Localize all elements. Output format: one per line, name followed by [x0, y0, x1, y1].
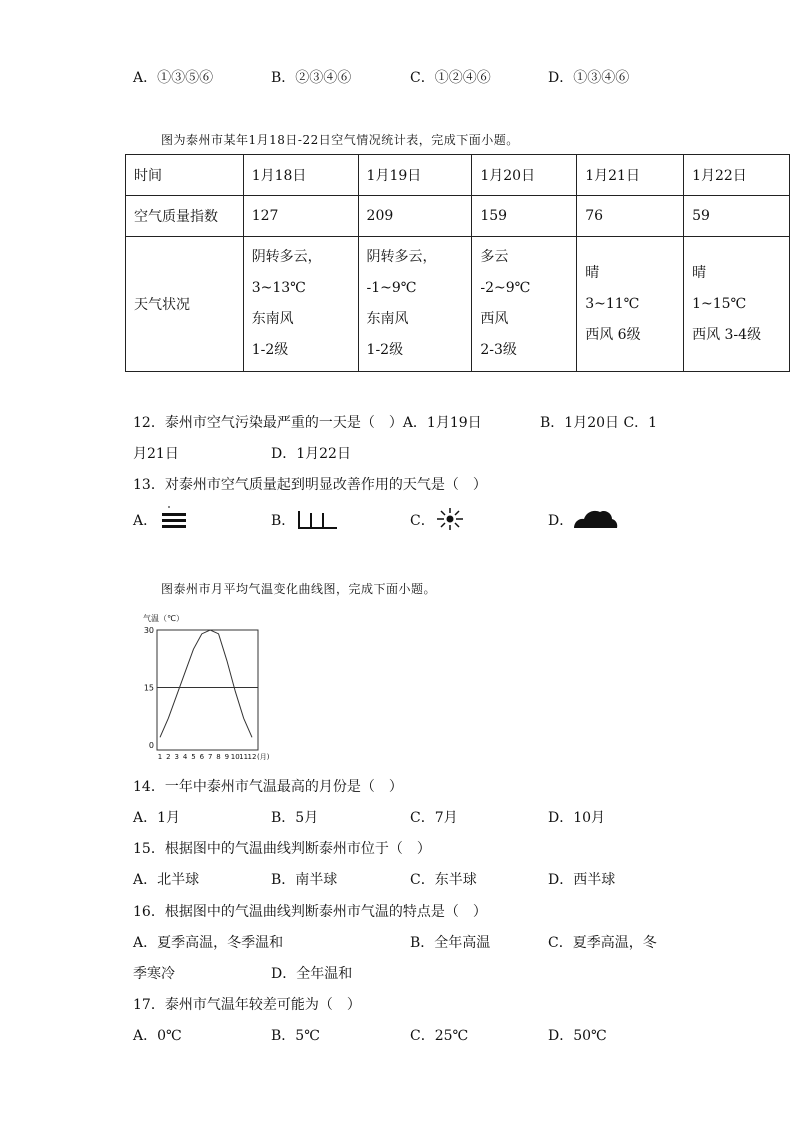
weather-cell — [243, 237, 358, 372]
q15-option-a: A．北半球 — [133, 872, 200, 888]
x-tick-label: 5 — [191, 753, 196, 761]
weather-line: 西风 6级 — [585, 326, 641, 343]
date-cell: 1月22日 — [684, 155, 790, 196]
q12-option-b-c: B．1月20日 C．1 — [540, 415, 658, 431]
weather-line: 西风 3-4级 — [692, 326, 762, 343]
weather-line: 1-2级 — [366, 342, 404, 358]
weather-line: 晴 — [692, 264, 707, 281]
aqi-cell: 127 — [243, 196, 358, 237]
weather-line: -2~9℃ — [480, 280, 531, 296]
x-tick-label: 10 — [230, 753, 240, 761]
q14-option-b: B．5月 — [271, 810, 319, 826]
aqi-cell: 159 — [472, 196, 577, 237]
q14-option-c: C．7月 — [410, 810, 458, 826]
weather-line: 东南风 — [251, 311, 294, 327]
x-tick-label: 6 — [199, 753, 205, 761]
q17-option-a: A．0℃ — [133, 1028, 182, 1044]
q16-option-c-cont: 季寒冷 — [133, 966, 175, 982]
x-tick-label: 4 — [182, 753, 188, 761]
weather-line: 3~11℃ — [585, 295, 640, 312]
weather-line: 阴转多云， — [251, 249, 322, 265]
date-cell: 1月21日 — [577, 155, 684, 196]
weather-cell — [358, 237, 472, 372]
weather-cell — [684, 237, 790, 372]
q11-option-d: D．①③④⑥ — [548, 70, 630, 86]
weather-line: 西风 — [480, 311, 509, 327]
y-axis-label: 气温（℃） — [143, 614, 184, 623]
plot-frame — [157, 630, 258, 750]
q16-option-a: A．夏季高温，冬季温和 — [133, 935, 284, 951]
q13-stem: 13．对泰州市空气质量起到明显改善作用的天气是（ ） — [133, 477, 487, 493]
table-row-aqi — [126, 196, 790, 237]
x-tick-label: 11 — [239, 753, 249, 761]
temperature-curve — [160, 630, 252, 737]
x-tick-label: 9 — [224, 753, 230, 761]
q11-option-b: B．②③④⑥ — [271, 70, 352, 86]
row-header-aqi: 空气质量指数 — [126, 196, 244, 237]
q17-option-c: C．25℃ — [410, 1028, 469, 1044]
weather-cell — [472, 237, 577, 372]
y-tick-label: 0 — [148, 741, 154, 750]
weather-line: 2-3级 — [480, 342, 517, 358]
row-header-weather: 天气状况 — [126, 237, 244, 372]
weather-line: 3~13℃ — [251, 280, 306, 296]
q12-stem: 12．泰州市空气污染最严重的一天是（ ）A．1月19日 — [133, 415, 482, 431]
weather-line: 1-2级 — [251, 342, 289, 358]
q17-option-d: D．50℃ — [548, 1028, 607, 1044]
q14-option-a: A．1月 — [133, 810, 181, 826]
x-tick-label: 8 — [216, 753, 221, 761]
q15-stem: 15．根据图中的气温曲线判断泰州市位于（ ） — [133, 841, 431, 857]
q14-stem: 14．一年中泰州市气温最高的月份是（ ） — [133, 779, 403, 795]
air-quality-table — [125, 154, 790, 372]
q16-option-d: D．全年温和 — [271, 966, 353, 982]
weather-line: 阴转多云， — [366, 249, 437, 265]
weather-cell — [577, 237, 684, 372]
cloud-icon — [570, 506, 620, 530]
x-tick-label: 1 — [157, 753, 163, 761]
table-row-weather — [126, 237, 790, 372]
q15-option-b: B．南半球 — [271, 872, 338, 888]
aqi-cell: 76 — [577, 196, 684, 237]
weather-line: 1~15℃ — [692, 295, 747, 312]
date-cell: 1月18日 — [243, 155, 358, 196]
temperature-chart — [140, 605, 290, 765]
sun-icon — [434, 506, 466, 532]
x-tick-label: 12 — [247, 753, 257, 761]
q15-option-d: D．西半球 — [548, 872, 616, 888]
q12-option-d: D．1月22日 — [271, 446, 351, 462]
q17-option-b: B．5℃ — [271, 1028, 320, 1044]
weather-line: -1~9℃ — [366, 280, 417, 296]
y-tick-label: 30 — [143, 626, 154, 635]
x-unit-label: (月) — [257, 753, 270, 761]
weather-line: 多云 — [480, 249, 509, 265]
x-tick-label: 2 — [166, 753, 171, 761]
table-caption: 图为泰州市某年1月18日-22日空气情况统计表，完成下面小题。 — [161, 133, 519, 147]
weather-line: 东南风 — [366, 311, 409, 327]
q13-label-a: A． — [133, 513, 158, 529]
q14-option-d: D．10月 — [548, 810, 606, 826]
rain-icon — [297, 508, 339, 530]
row-header-time: 时间 — [126, 155, 244, 196]
q16-option-c: C．夏季高温，冬 — [548, 935, 657, 951]
x-tick-label: 7 — [207, 753, 213, 761]
q11-option-c: C．①②④⑥ — [410, 70, 491, 86]
x-tick-label: 3 — [174, 753, 179, 761]
q16-stem: 16．根据图中的气温曲线判断泰州市气温的特点是（ ） — [133, 904, 487, 920]
date-cell: 1月20日 — [472, 155, 577, 196]
q11-option-a: A．①③⑤⑥ — [133, 70, 214, 86]
date-cell: 1月19日 — [358, 155, 472, 196]
q12-option-c-cont: 月21日 — [133, 446, 179, 462]
aqi-cell: 209 — [358, 196, 472, 237]
table-row-time — [126, 155, 790, 196]
q16-option-b: B．全年高温 — [410, 935, 491, 951]
aqi-cell: 59 — [684, 196, 790, 237]
weather-line: 晴 — [585, 264, 600, 281]
q13-label-d: D． — [548, 513, 574, 529]
fog-icon — [160, 505, 188, 531]
chart-caption: 图泰州市月平均气温变化曲线图，完成下面小题。 — [161, 582, 437, 596]
q17-stem: 17．泰州市气温年较差可能为（ ） — [133, 997, 361, 1013]
q13-label-c: C． — [410, 513, 435, 529]
q13-label-b: B． — [271, 513, 296, 529]
y-tick-label: 15 — [143, 683, 154, 693]
q15-option-c: C．东半球 — [410, 872, 477, 888]
